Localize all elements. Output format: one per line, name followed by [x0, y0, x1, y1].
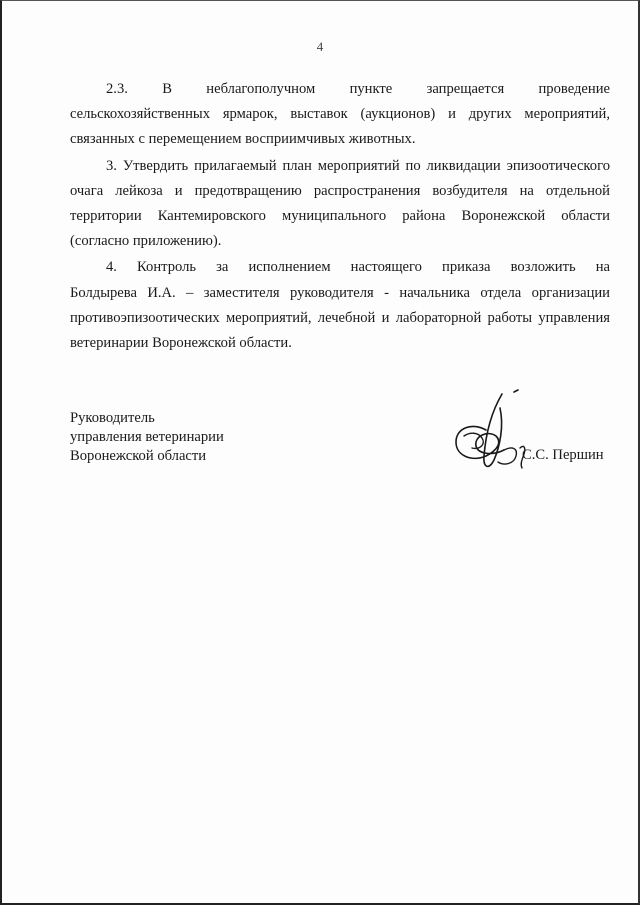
signer-name: С.С. Першин	[522, 447, 604, 463]
page-number: 4	[316, 39, 324, 54]
signer-position-line: Воронежской области	[70, 448, 207, 464]
signer-position	[70, 409, 224, 466]
paragraph-line: (согласно приложению).	[70, 233, 222, 250]
paragraph-line: сельскохозяйственных ярмарок, выставок (аукционов) и других мероприятий,	[70, 106, 610, 123]
paragraph-4	[70, 255, 610, 356]
paragraph-line: Болдырева И.А. – заместителя руководителя - начальника отдела организации	[70, 284, 610, 301]
paragraph-line: очага лейкоза и предотвращению распространения возбудителя на отдельной	[70, 182, 610, 199]
paragraph-line: связанных с перемещением восприимчивых животных.	[70, 131, 416, 148]
paragraph-line: 2.3. В неблагополучном пункте запрещается проведение	[106, 81, 610, 97]
paragraph-3	[70, 154, 610, 255]
document-body	[70, 77, 610, 357]
paragraph-line: противоэпизоотических мероприятий, лечебной и лабораторной работы управления	[70, 309, 610, 326]
signer-position-line: управления ветеринарии	[70, 429, 224, 445]
paragraph-line: 4. Контроль за исполнением настоящего приказа возложить на	[106, 259, 610, 276]
paragraph-line: территории Кантемировского муниципального района Воронежской области	[70, 208, 610, 225]
signer-position-line: Руководитель	[70, 410, 155, 426]
paragraph-line: ветеринарии Воронежской области.	[70, 335, 292, 352]
paragraph-2-3	[70, 77, 610, 153]
paragraph-line: 3. Утвердить прилагаемый план мероприятий по ликвидации эпизоотического	[106, 157, 610, 174]
